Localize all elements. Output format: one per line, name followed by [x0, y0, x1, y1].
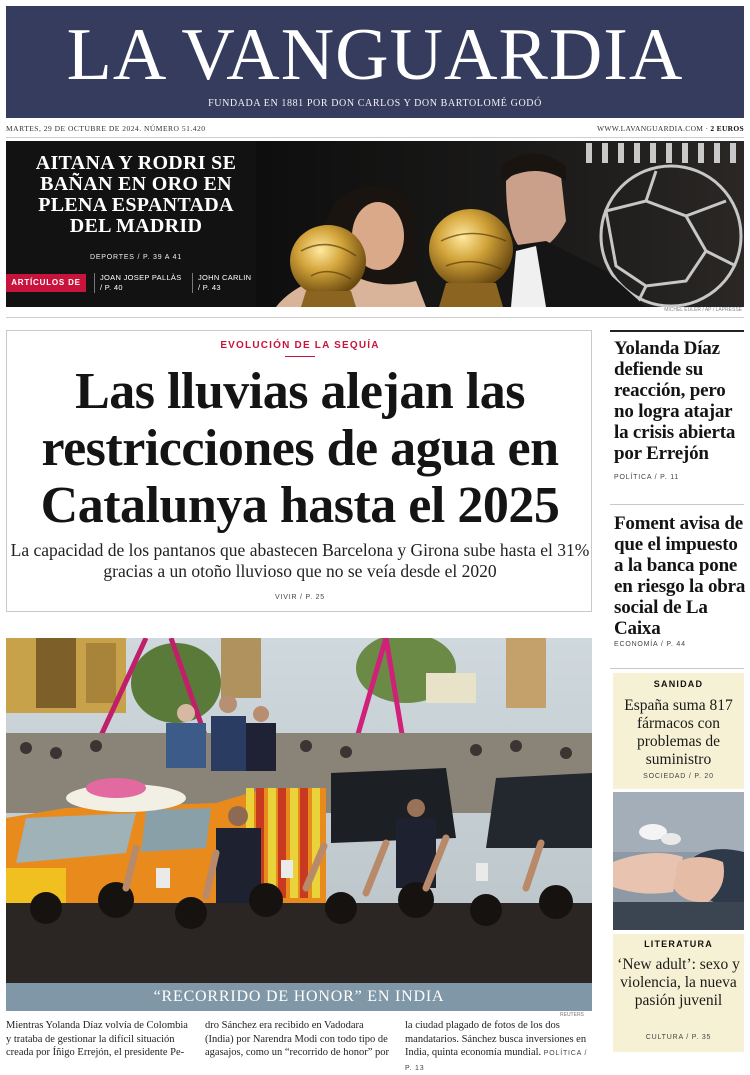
- byline-carlin[interactable]: [192, 273, 251, 293]
- main-deck: La capacidad de los pantanos que abastecen Barcelona y Girona sube hasta el 31% gracias a un otoño lluvioso que no se veía desde el 2020: [10, 540, 590, 581]
- side-section-ref: POLÍTICA / P. 11: [614, 474, 680, 481]
- byline-pallas[interactable]: [94, 273, 182, 293]
- literatura-section-ref: CULTURA / P. 35: [645, 1034, 712, 1041]
- top-banner[interactable]: [6, 141, 744, 307]
- photo-caption: “RECORRIDO DE HONOR” EN INDIA: [6, 983, 592, 1011]
- column-rule: [610, 668, 744, 669]
- literatura-label: LITERATURA: [644, 939, 713, 949]
- photo-body-text: la ciudad plagado de fotos de los dos mandatarios. Sánchez busca inversiones en India, quinta economía mundial.: [405, 1020, 587, 1058]
- website-price: WWW.LAVANGUARDIA.COM · 2 EUROS: [596, 124, 744, 133]
- articles-label: ARTÍCULOS DE: [6, 274, 86, 292]
- column-rule: [610, 330, 744, 332]
- side-headline-foment[interactable]: Foment avisa de que el impuesto a la banca pone en riesgo la obra social de La Caixa: [614, 513, 746, 639]
- masthead: [6, 6, 744, 118]
- byline-name: JOAN JOSEP PALLÀS: [100, 273, 182, 282]
- sanidad-box[interactable]: [613, 673, 744, 789]
- photo-body-col2: dro Sánchez era recibido en Vadodara (India) por Narendra Modi con todo tipo de agasajos, como un “recorrido de honor” por: [205, 1020, 389, 1058]
- newspaper-logo: LA VANGUARDIA: [66, 14, 684, 96]
- banner-headline[interactable]: AITANA Y RODRI SE BAÑAN EN ORO EN PLENA ESPANTADA DEL MADRID: [35, 152, 237, 237]
- byline-name: JOHN CARLIN: [198, 273, 252, 282]
- divider: [6, 317, 744, 318]
- kicker-rule: [285, 356, 315, 357]
- banner-section-ref: DEPORTES / P. 39 A 41: [89, 254, 183, 261]
- dateline: MARTES, 29 DE OCTUBRE DE 2024. NÚMERO 51.420: [6, 124, 206, 133]
- price: 2 EUROS: [710, 124, 744, 133]
- main-story[interactable]: [6, 330, 592, 612]
- photo-credit: MICHEL EULER / AP / LAPRESSE: [664, 307, 742, 313]
- photo-body-col3: [405, 1019, 592, 1075]
- photo-credit: REUTERS: [560, 1012, 584, 1018]
- side-headline-yolanda[interactable]: Yolanda Díaz defiende su reacción, pero no logra atajar la crisis abierta por Errejón: [614, 338, 736, 464]
- pills-photo: [613, 792, 744, 930]
- website-link[interactable]: WWW.LAVANGUARDIA.COM: [596, 124, 704, 133]
- side-section-ref: ECONOMÍA / P. 44: [614, 641, 686, 648]
- photo-body-col1: Mientras Yolanda Díaz volvía de Colombia y trataba de gestionar la difícil situación creada por Íñigo Errejón, el presidente Pe-: [6, 1020, 188, 1058]
- main-kicker: EVOLUCIÓN DE LA SEQUÍA: [220, 340, 380, 351]
- main-section-ref: VIVIR / P. 25: [275, 594, 325, 601]
- byline-page: / P. 40: [100, 283, 123, 292]
- divider: [6, 137, 744, 138]
- sanidad-headline[interactable]: España suma 817 fármacos con problemas de suministro: [624, 697, 733, 768]
- sanidad-section-ref: SOCIEDAD / P. 20: [643, 773, 714, 780]
- literatura-box[interactable]: [613, 934, 744, 1052]
- main-headline[interactable]: Las lluvias alejan las restricciones de agua en Catalunya hasta el 2025: [40, 363, 560, 534]
- photo-section-ref: POLÍTICA / P. 13: [405, 1050, 588, 1072]
- literatura-headline[interactable]: ‘New adult’: sexo y violencia, la nueva pasión juvenil: [617, 956, 740, 1009]
- byline-page: / P. 43: [198, 283, 221, 292]
- column-rule: [610, 504, 744, 505]
- sanidad-label: SANIDAD: [653, 679, 704, 689]
- founded-line: FUNDADA EN 1881 POR DON CARLOS Y DON BARTOLOMÉ GODÓ: [208, 98, 542, 109]
- main-photo: [6, 638, 592, 983]
